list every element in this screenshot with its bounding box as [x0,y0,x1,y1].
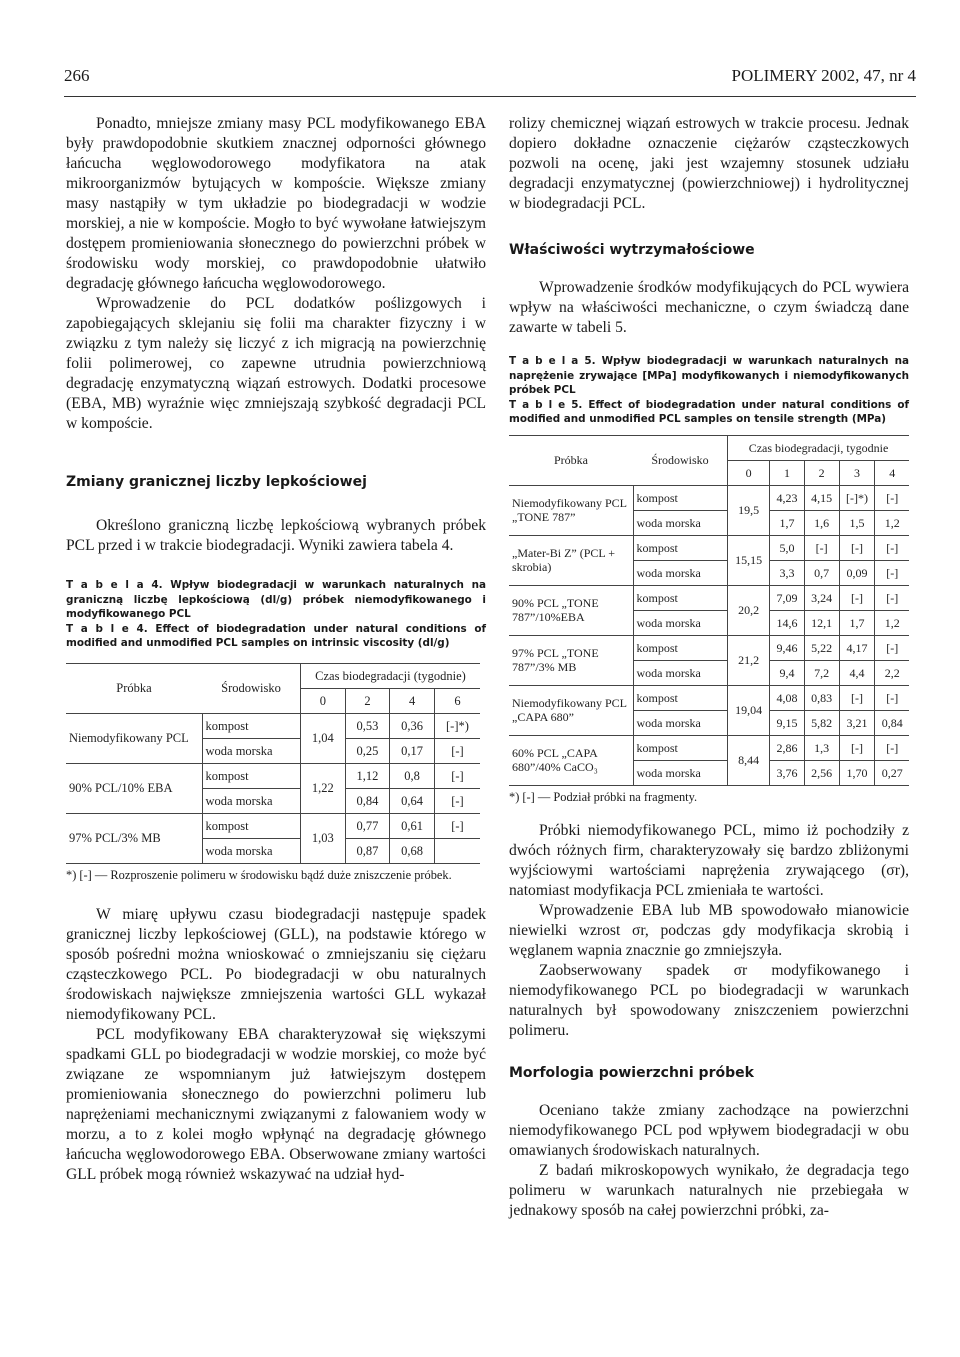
table-cell: [-] [434,738,480,763]
paragraph: rolizy chemicznej wiązań estrowych w trakcie procesu. Jednak dopiero dokładne oznaczenie ciężarów cząsteczkowych pozwoli na ocenę, jaki jest wzajemny stosunek udziału degradacji enzymatycznej (powierzchniowej) i hydrolitycznej w biodegradacji PCL. [509,115,909,212]
table-cell: 2,56 [804,760,839,785]
table-cell: kompost [633,685,728,710]
table-header: Środowisko [221,681,281,695]
table-cell: 5,0 [770,535,805,560]
table-cell: 97% PCL/3% MB [69,831,161,845]
table-header: 4 [390,688,435,713]
table-cell: 3,76 [770,760,805,785]
table-cell: 1,6 [804,510,839,535]
table-header: 6 [434,688,480,713]
table-cell: 0,64 [390,788,435,813]
paragraph: Wprowadzenie do PCL dodatków poślizgowych i zapobiegających sklejaniu się folii ma charakter fizyczny i w związku z tym należy się liczyć z ich migracją na powierzchnię folii polimerowej, co zapewne utrudnia powierzchniową degradację enzymatyczną wiązań estrowych. Dodatki procesowe (EBA, MB) wyraźnie więc zmniejszają szybkość degradacji PCL w kompoście. [66,295,486,432]
table-cell: 0,27 [875,760,909,785]
table-cell: 0,8 [390,763,435,788]
table-cell: 0,53 [345,713,390,738]
journal-title: POLIMERY 2002, 47, nr 4 [731,66,916,85]
table-cell [434,838,480,863]
caption-text: Effect of biodegradation under natural conditions of modified and unmodified PCL samples on intrinsic viscosity (dl/g) [66,622,486,649]
table-cell: 19,5 [728,485,770,535]
table-cell: kompost [202,813,301,838]
table-cell: 0,17 [390,738,435,763]
table-cell: woda morska [202,738,301,763]
table-cell: 0,68 [390,838,435,863]
table-cell: 19,04 [728,685,770,735]
table-footnote: *) [-] — Podział próbki na fragmenty. [509,789,698,804]
table-header: 2 [804,460,839,485]
table-header: 2 [345,688,390,713]
header-rule [64,96,916,97]
table-cell: [-] [804,535,839,560]
table-cell: 2,86 [770,735,805,760]
table-cell: 3,24 [804,585,839,610]
table-cell: 1,12 [345,763,390,788]
table-cell: [-] [839,535,875,560]
caption-text: Wpływ biodegradacji w warunkach naturalnych na naprężenie zrywające [MPa] modyfikowanych i niemodyfikowanych próbek PCL [509,355,909,396]
paragraph: Z badań mikroskopowych wynikało, że degradacja tego polimeru w warunkach naturalnych nie przebiegała w jednakowy sposób na całej powierzchni próbki, za- [509,1161,909,1219]
table-cell: woda morska [202,838,301,863]
table-cell: [-] [434,788,480,813]
caption-text: Effect of biodegradation under natural conditions of modified and unmodified PCL samples on tensile strength (MPa) [509,398,910,425]
caption-text: Wpływ biodegradacji w warunkach naturalnych na graniczną liczbę lepkościową (dl/g) próbek niemodyfikowanego i modyfikowanego PCL [66,579,486,620]
paragraph: Wprowadzenie EBA lub MB spowodowało mianowicie niewielki wzrost σr, podczas gdy modyfikacja skrobią i węglanem wapnia znacznie go zmniejszyła. [509,901,909,959]
table-cell: 3,3 [770,560,805,585]
paragraph: Określono graniczną liczbę lepkościową wybranych próbek PCL przed i w trakcie biodegradacji. Wyniki zawiera tabela 4. [66,517,486,554]
table-cell: 1,2 [875,510,909,535]
caption-label: T a b l e 4. [66,622,148,635]
table-cell: kompost [202,713,301,738]
table-cell: 0,84 [875,710,909,735]
table-header: 3 [839,460,875,485]
table-cell: [-] [875,535,909,560]
left-column [66,114,486,1185]
table-cell: 1,2 [875,610,909,635]
table-cell: 0,36 [390,713,435,738]
paragraph: Wprowadzenie środków modyfikujących do PCL wywiera wpływ na właściwości mechaniczne, o czym świadczą dane zawarte w tabeli 5. [509,279,909,336]
table-header: Próbka [116,681,152,695]
table-cell: 20,2 [728,585,770,635]
table-cell: 0,77 [345,813,390,838]
caption-label: T a b e l a 4. [66,579,163,591]
table-cell: 3,21 [839,710,875,735]
table-cell: 4,4 [839,660,875,685]
table-cell: 9,46 [770,635,805,660]
paragraph: W miarę upływu czasu biodegradacji następuje spadek granicznej liczby lepkościowej (GLL), na podstawie którego w sposób pośredni można wnioskować o zmniejszaniu się ciężaru cząsteczkowego PCL. Po biodegradacji w obu naturalnych środowiskach największe zmniejszenia wartości GLL wykazał niemodyfikowany PCL. [66,905,486,1023]
table-cell: 4,17 [839,635,875,660]
table-cell: 1,5 [839,510,875,535]
table-cell: 12,1 [804,610,839,635]
table-cell: [-] [839,685,875,710]
table-cell: 0,84 [345,788,390,813]
table-cell: [-] [875,735,909,760]
table-cell: 2,2 [875,660,909,685]
table-cell: 90% PCL/10% EBA [69,781,173,795]
table-cell: 9,4 [770,660,805,685]
table-cell: woda morska [633,610,728,635]
table-cell: 7,09 [770,585,805,610]
table-cell: [-] [434,813,480,838]
paragraph: PCL modyfikowany EBA charakteryzował się większymi spadkami GLL po biodegradacji w wodzie morskiej, co może być związane ze wspomnianym już łatwiejszym dostępem promieniowania słonecznego do powierzchni polimeru lub naprężeniami mechanicznymi związanymi z falowaniem wody w morzu, a to z kolei mogło wpłynąć na degradację głównego łańcucha węglowodorowego EBA. Obserwowane zmiany wartości GLL próbek mogą również wskazywać na udział hyd- [66,1025,486,1183]
table-cell: Niemodyfikowany PCL „CAPA 680” [512,696,627,724]
table-cell: 14,6 [770,610,805,635]
table-cell: 4,23 [770,485,805,510]
table4-caption [66,578,486,651]
section-heading: Morfologia powierzchni próbek [509,1064,754,1081]
paragraph: Oceniano także zmiany zachodzące na powierzchni niemodyfikowanego PCL pod wpływem biodegradacji w obu omawianych środowiskach naturalnych. [509,1101,909,1159]
table-cell: [-]*) [839,485,875,510]
table-cell: 1,03 [301,813,346,863]
table-cell: 0,25 [345,738,390,763]
table-cell: woda morska [633,710,728,735]
table-cell: kompost [633,735,728,760]
table-cell: woda morska [633,660,728,685]
table-cell: 7,2 [804,660,839,685]
table-header: 0 [728,460,770,485]
table-cell: [-] [839,735,875,760]
table-cell: kompost [202,763,301,788]
table-header: Czas biodegradacji, tygodnie [728,435,910,460]
caption-label: T a b e l a 5. [509,355,596,367]
table-cell: 1,70 [839,760,875,785]
table-cell: kompost [633,585,728,610]
table-cell: 1,7 [770,510,805,535]
table-cell: 4,08 [770,685,805,710]
table-cell: 1,7 [839,610,875,635]
paragraph: Próbki niemodyfikowanego PCL, mimo iż pochodziły z dwóch różnych firm, charakteryzowały się bardzo zbliżonymi wyjściowymi wartościami naprężenia zrywającego (σr), natomiast modyfikacja PCL zmieniała te wartości. [509,821,909,899]
table-cell: woda morska [633,560,728,585]
table-cell: 0,87 [345,838,390,863]
table-cell: [-] [875,635,909,660]
table-cell: 1,3 [804,735,839,760]
caption-label: T a b l e 5. [509,398,583,411]
table-cell: kompost [633,485,728,510]
table-cell: 1,22 [301,763,346,813]
page-header [64,66,916,90]
table-cell: 0,61 [390,813,435,838]
table-cell: 1,04 [301,713,346,763]
table-cell: [-] [875,585,909,610]
table-cell: „Mater-Bi Z” (PCL + skrobia) [512,546,616,574]
table-cell: woda morska [202,788,301,813]
section-heading: Właściwości wytrzymałościowe [509,242,755,258]
table-cell: [-] [839,585,875,610]
table-cell: [-] [875,560,909,585]
table-footnote: *) [-] — Rozproszenie polimeru w środowisku bądź duże zniszczenie próbek. [66,867,452,882]
table-cell: 8,44 [728,735,770,785]
table-cell: 90% PCL „TONE 787”/10%EBA [512,596,599,624]
table-header: Czas biodegradacji (tygodnie) [301,663,481,688]
table-cell: 9,15 [770,710,805,735]
table5-caption [509,354,909,427]
table4 [66,663,480,864]
table-cell: [-]*) [434,713,480,738]
table-header: Środowisko [651,453,709,467]
table-cell: kompost [633,635,728,660]
table-cell: 5,22 [804,635,839,660]
right-column [509,114,909,1221]
table-cell: 0,83 [804,685,839,710]
table-header: Próbka [554,453,588,467]
table-cell: 4,15 [804,485,839,510]
table-cell: Niemodyfikowany PCL „TONE 787” [512,496,627,524]
table-cell: [-] [875,485,909,510]
table-cell: woda morska [633,760,728,785]
table-cell: [-] [434,763,480,788]
table-cell: 15,15 [728,535,770,585]
page-number: 266 [64,66,90,85]
table-cell: kompost [633,535,728,560]
table-cell: Niemodyfikowany PCL [69,731,189,745]
paragraph: Ponadto, mniejsze zmiany masy PCL modyfikowanego EBA były prawdopodobnie skutkiem znacznej odporności głównego łańcucha węglowodorowego modyfikatora na atak mikroorganizmów bytujących w kompoście. Większe zmiany masy nastąpiły w tym układzie po biodegradacji w wodzie morskiej, a nie w kompoście. Mogło to być wywołane łatwiejszym dostępem promieniowania słonecznego do powierzchni próbek w środowisku wody morskiej, co prawdopodobnie ułatwiło degradację głównego łańcucha węglowodorowego. [66,115,486,292]
table-header: 4 [875,460,909,485]
section-heading: Zmiany granicznej liczby lepkościowej [66,474,367,490]
table-cell: 0,09 [839,560,875,585]
table-cell: woda morska [633,510,728,535]
paragraph: Zaobserwowany spadek σr modyfikowanego i niemodyfikowanego PCL po biodegradacji w warunkach naturalnych był spowodowany zniszczeniem powierzchni polimeru. [509,961,909,1039]
table-cell: [-] [875,685,909,710]
table-header: 1 [770,460,805,485]
table-cell: 21,2 [728,635,770,685]
table-cell: 5,82 [804,710,839,735]
table-cell: 60% PCL „CAPA 680”/40% CaCO₃ [512,746,598,774]
table-cell: 0,7 [804,560,839,585]
table5 [509,435,909,786]
table-header: 0 [301,688,346,713]
table-cell: 97% PCL „TONE 787”/3% MB [512,646,599,674]
